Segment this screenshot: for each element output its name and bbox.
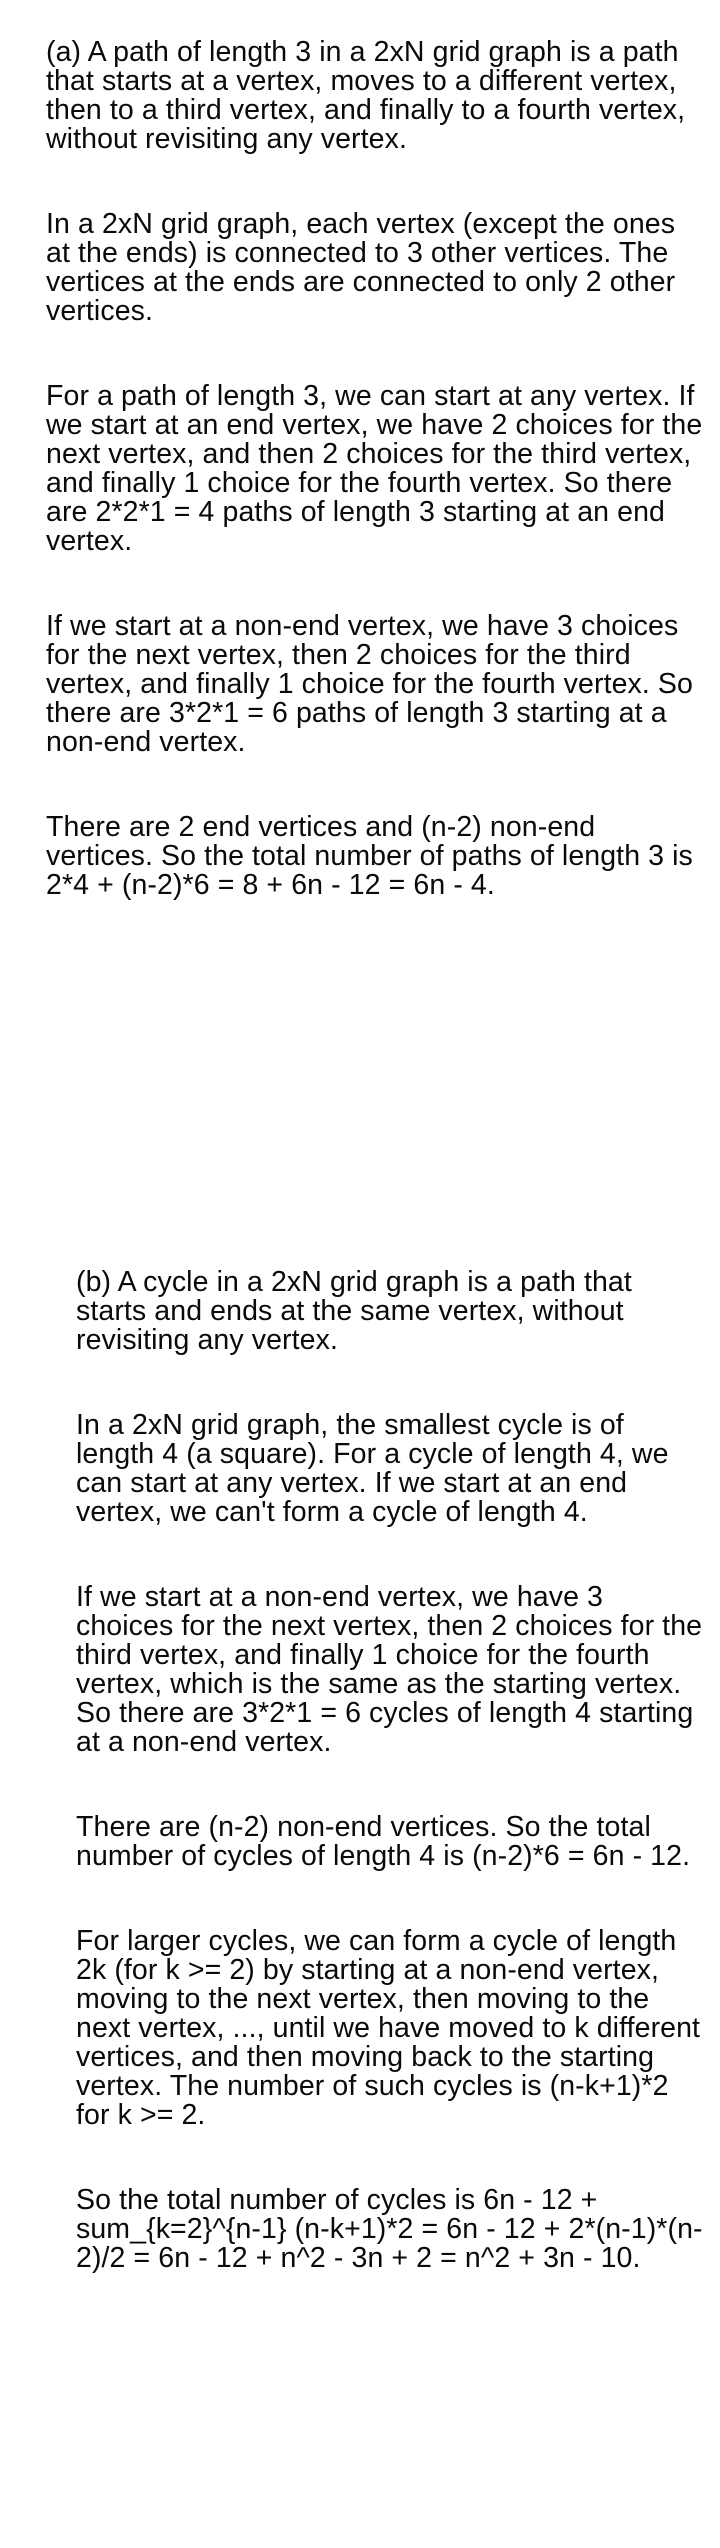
- part-a-paragraph-3: For a path of length 3, we can start at any vertex. If we start at an end vertex, we have 2 choices for the next vertex, and then 2 choices for the third vertex, and finally 1 choice for the fourth vertex. So there are 2*2*1 = 4 paths of length 3 starting at an end vertex.: [46, 380, 703, 557]
- part-b-paragraph-6: So the total number of cycles is 6n - 12 + sum_{k=2}^{n-1} (n-k+1)*2 = 6n - 12 + 2*(n-1)*(n-2)/2 = 6n - 12 + n^2 - 3n + 2 = n^2 + 3n - 10.: [76, 2184, 703, 2274]
- paragraph-gap: [0, 154, 720, 210]
- part-b-paragraph-5: For larger cycles, we can form a cycle of length 2k (for k >= 2) by starting at a non-end vertex, moving to the next vertex, then moving to the next vertex, ..., until we have moved to k different vertices, and then moving back to the starting vertex. The number of such cycles is (n-k+1)*2 for k >= 2.: [76, 1925, 701, 2131]
- part-a-paragraph-2: In a 2xN grid graph, each vertex (except the ones at the ends) is connected to 3 other vertices. The vertices at the ends are connected to only 2 other vertices.: [46, 208, 676, 327]
- paragraph-gap: [0, 556, 720, 612]
- paragraph-gap: [0, 1871, 720, 1927]
- part-b-paragraph-4: There are (n-2) non-end vertices. So the total number of cycles of length 4 is (n-2)*6 = 6n - 12.: [76, 1811, 691, 1872]
- part-b-paragraph-2: In a 2xN grid graph, the smallest cycle is of length 4 (a square). For a cycle of length 4, we can start at any vertex. If we start at an end vertex, we can't form a cycle of length 4.: [76, 1409, 669, 1528]
- paragraph-gap: [0, 1355, 720, 1411]
- part-a-paragraph-5: There are 2 end vertices and (n-2) non-end vertices. So the total number of paths of length 3 is 2*4 + (n-2)*6 = 8 + 6n - 12 = 6n - 4.: [46, 811, 693, 901]
- paragraph-gap: [0, 1757, 720, 1813]
- part-a-paragraph-1: (a) A path of length 3 in a 2xN grid graph is a path that starts at a vertex, moves to a different vertex, then to a third vertex, and finally to a fourth vertex, without revisiting any vertex.: [46, 36, 686, 155]
- paragraph-gap: [0, 1527, 720, 1583]
- part-b-paragraph-3: If we start at a non-end vertex, we have 3 choices for the next vertex, then 2 choices for the third vertex, and finally 1 choice for the fourth vertex, which is the same as the starting vertex. So there are 3*2*1 = 6 cycles of length 4 starting at a non-end vertex.: [76, 1581, 703, 1758]
- paragraph-gap: [0, 326, 720, 382]
- paragraph-gap: [0, 2130, 720, 2186]
- part-a-section: [0, 38, 720, 900]
- paragraph-gap: [0, 757, 720, 813]
- part-b-paragraph-1: (b) A cycle in a 2xN grid graph is a path that starts and ends at the same vertex, without revisiting any vertex.: [76, 1266, 632, 1356]
- part-a-paragraph-4: If we start at a non-end vertex, we have 3 choices for the next vertex, then 2 choices for the third vertex, and finally 1 choice for the fourth vertex. So there are 3*2*1 = 6 paths of length 3 starting at a non-end vertex.: [46, 610, 693, 758]
- part-b-section: [0, 1268, 720, 2273]
